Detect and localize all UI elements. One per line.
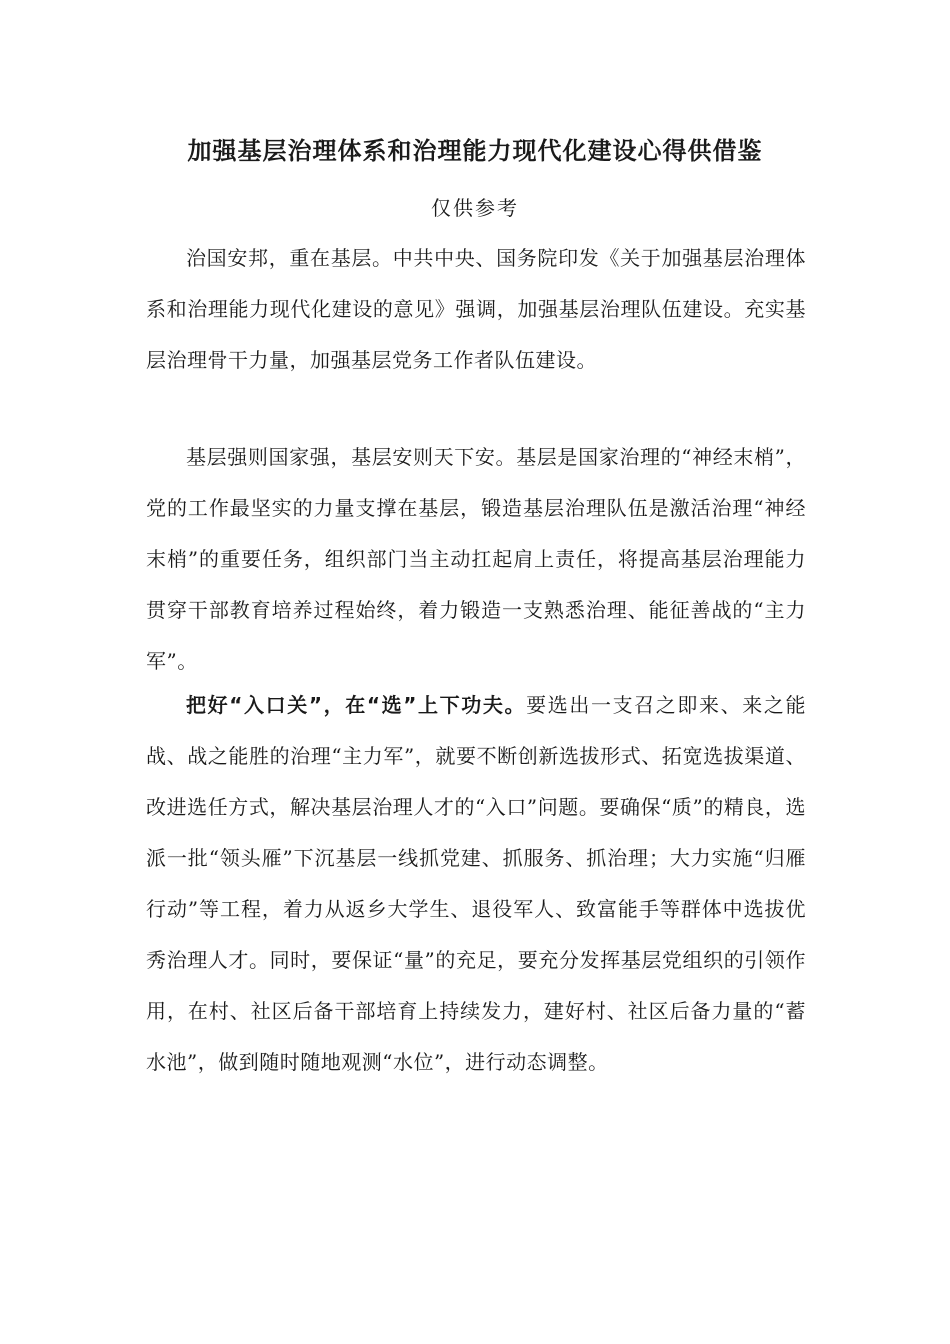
- paragraph-lead: 把好“入口关”，在“选”上下功夫。: [186, 693, 527, 717]
- paragraph-entry-gate: [146, 680, 806, 1088]
- document-title: 加强基层治理体系和治理能力现代化建设心得供借鉴: [187, 137, 763, 165]
- paragraph-text: 要选出一支召之即来、来之能战、战之能胜的治理“主力军”，就要不断创新选拔形式、拓宽选拔渠道、改进选任方式，解决基层治理人才的“入口”问题。要确保“质”的精良，选派一批“领头雁”下沉基层一线抓党建、抓服务、抓治理；大力实施“归雁行动”等工程，着力从返乡大学生、退役军人、致富能手等群体中选拔优秀治理人才。同时，要保证“量”的充足，要充分发挥基层党组织的引领作用，在村、社区后备干部培育上持续发力，建好村、社区后备力量的“蓄水池”，做到随时随地观测“水位”，进行动态调整。: [146, 693, 807, 1074]
- paragraph-text: 治国安邦，重在基层。中共中央、国务院印发《关于加强基层治理体系和治理能力现代化建设的意见》强调，加强基层治理队伍建设。充实基层治理骨干力量，加强基层党务工作者队伍建设。: [146, 246, 806, 372]
- paragraph-grassroots: [146, 432, 806, 687]
- paragraph-text: 基层强则国家强，基层安则天下安。基层是国家治理的“神经末梢”，党的工作最坚实的力量支撑在基层，锻造基层治理队伍是激活治理“神经末梢”的重要任务，组织部门当主动扛起肩上责任，将提高基层治理能力贯穿干部教育培养过程始终，着力锻造一支熟悉治理、能征善战的“主力军”。: [146, 445, 806, 673]
- paragraph-intro: [146, 233, 806, 386]
- document-subtitle: 仅供参考: [431, 196, 519, 220]
